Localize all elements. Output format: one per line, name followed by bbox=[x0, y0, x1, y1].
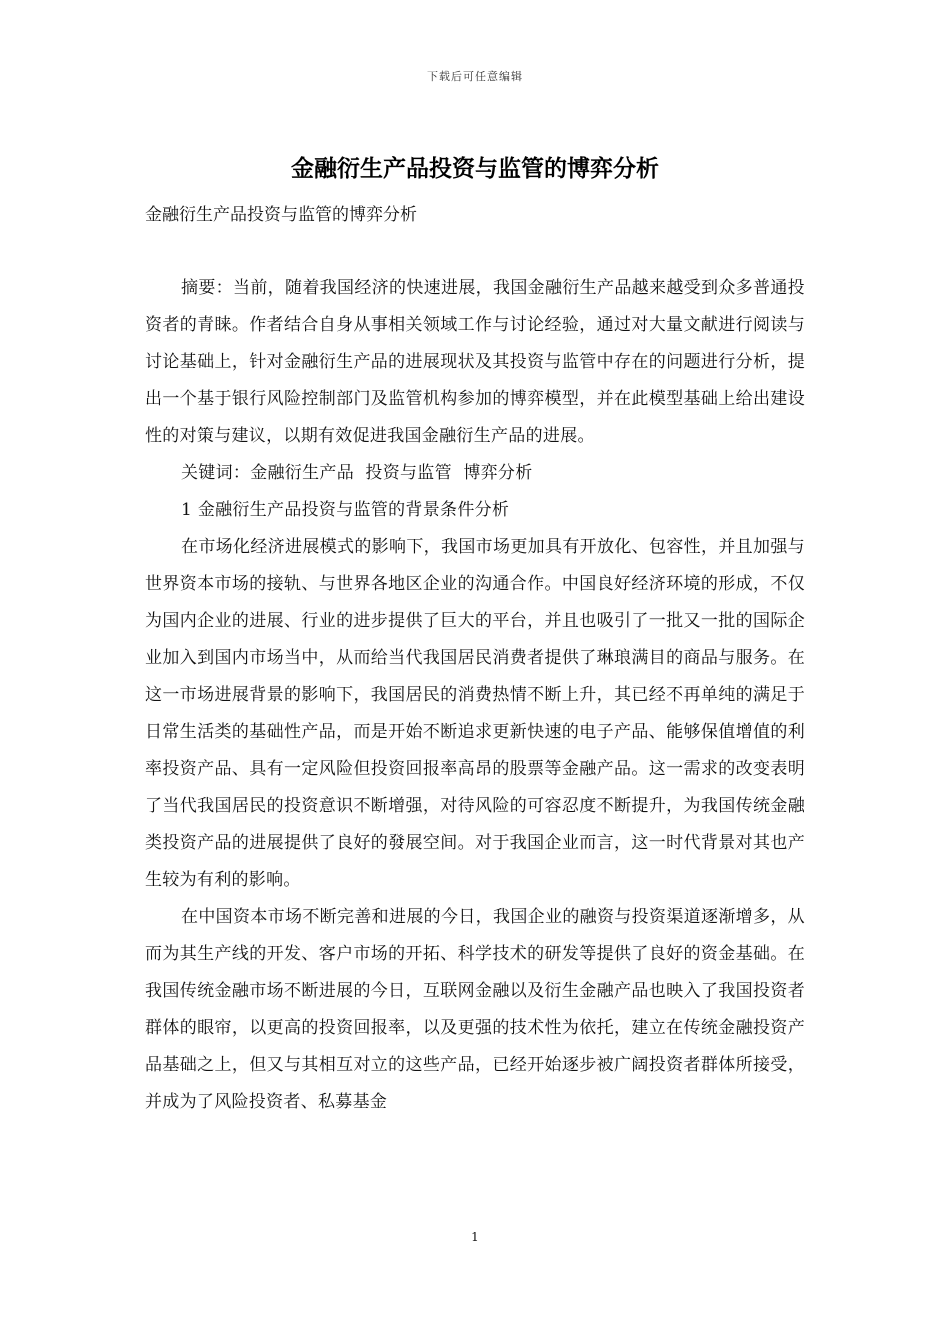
body-paragraph: 在市场化经济进展模式的影响下，我国市场更加具有开放化、包容性，并且加强与世界资本市场的接轨、与世界各地区企业的沟通合作。中国良好经济环境的形成，不仅为国内企业的进展、行业的进步提供了巨大的平台，并且也吸引了一批又一批的国际企业加入到国内市场当中，从而给当代我国居民消费者提供了琳琅满目的商品与服务。在这一市场进展背景的影响下，我国居民的消费热情不断上升，其已经不再单纯的满足于日常生活类的基础性产品，而是开始不断追求更新快速的电子产品、能够保值增值的利率投资产品、具有一定风险但投资回报率高昂的股票等金融产品。这一需求的改变表明了当代我国居民的投资意识不断增强，对待风险的可容忍度不断提升，为我国传统金融类投资产品的进展提供了良好的發展空间。对于我国企业而言，这一时代背景对其也产生较为有利的影响。 bbox=[145, 537, 805, 890]
abstract-paragraph: 摘要：当前，随着我国经济的快速进展，我国金融衍生产品越来越受到众多普通投资者的青睐。作者结合自身从事相关领域工作与讨论经验，通过对大量文献进行阅读与讨论基础上，针对金融衍生产品的进展现状及其投资与监管中存在的问题进行分析，提出一个基于银行风险控制部门及监管机构参加的博弈模型，并在此模型基础上给出建设性的对策与建议，以期有效促进我国金融衍生产品的进展。 bbox=[145, 278, 805, 446]
document-body bbox=[145, 270, 805, 1121]
keywords-line: 关键词：金融衍生产品 投资与监管 博弈分析 bbox=[181, 463, 533, 483]
header-note: 下载后可任意编辑 bbox=[427, 70, 523, 83]
body-paragraph: 在中国资本市场不断完善和进展的今日，我国企业的融资与投资渠道逐渐增多，从而为其生产线的开发、客户市场的开拓、科学技术的研发等提供了良好的资金基础。在我国传统金融市场不断进展的今日，互联网金融以及衍生金融产品也映入了我国投资者群体的眼帘，以更高的投资回报率，以及更强的技术性为依托，建立在传统金融投资产品基础之上，但又与其相互对立的这些产品，已经开始逐步被广阔投资者群体所接受，并成为了风险投资者、私募基金 bbox=[145, 907, 805, 1112]
page-title: 金融衍生产品投资与监管的博弈分析 bbox=[291, 155, 659, 182]
page-number: 1 bbox=[471, 1230, 479, 1244]
section-heading: 1 金融衍生产品投资与监管的背景条件分析 bbox=[181, 500, 510, 520]
subtitle: 金融衍生产品投资与监管的博弈分析 bbox=[145, 205, 417, 225]
